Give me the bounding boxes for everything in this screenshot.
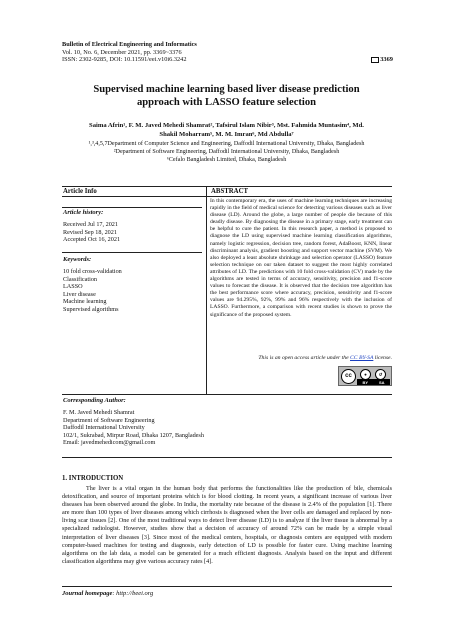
keyword-item: 10 fold cross-validation [63,268,122,275]
page-number [371,56,393,63]
rule-article-info [62,207,202,208]
open-access-note [210,355,392,361]
journal-issn: ISSN: 2302-9285, DOI: 10.11591/eei.v10i6.3242 [62,56,187,64]
page-box-icon [371,57,379,63]
license-link[interactable]: CC BY-SA [350,355,374,361]
keyword-list [63,268,122,314]
homepage-url[interactable]: : http://beei.org [112,590,154,597]
history-received: Received Jul 17, 2021 [63,221,118,228]
title-line-1: Supervised machine learning based liver disease prediction [93,84,360,95]
keyword-item: LASSO [63,283,83,291]
corresponding-email[interactable]: Email: javedmehedicom@gmail.com [63,439,156,447]
introduction-heading: 1. INTRODUCTION [62,475,124,482]
cc-by-label: BY [362,379,369,385]
journal-header [62,41,197,64]
cc-license-badge[interactable] [338,366,392,386]
author-line-1: Saima Afrin¹, F. M. Javed Mehedi Shamrat², Tafsirul Islam Nibir³, Mst. Fahmida Muntasim⁴, Md. [89,122,364,129]
rule-header [62,196,392,197]
author-list [44,122,409,140]
title-line-2: approach with LASSO feature selection [136,97,317,109]
corresponding-dept: Department of Software Engineering [63,416,155,424]
corresponding-heading: Corresponding Author: [63,397,126,404]
rule-after-abstract [62,394,392,395]
author-line-2: Shakil Moharram⁵, M. M. Imran⁶, Md Abdulla⁷ [159,130,294,138]
keyword-item: Classification [63,275,98,283]
rule-after-corresponding [62,457,392,458]
corresponding-address: 102/1, Sukrabad, Mirpur Road, Dhaka 1207, Bangladesh [63,431,204,439]
abstract-text: In this contemporary era, the uses of machine learning techniques are increasing rapidly in the field of medical science for detecting various diseases such as liver disease (LD). Around the globe, a large number of people die because of this deadly disease. By diagnosing the disease in a primary stage, early treatment can be helpful to cure the patient. In this research paper, a method is proposed to diagnose the LD using supervised machine learning classification algorithms, namely logistic regression, decision tree, random forest, AdaBoost, KNN, linear discriminant analysis, gradient boosting and support vector machine (SVM). We also deployed a least absolute shrinkage and selection operator (LASSO) feature selection technique on our taken dataset to suggest the most highly correlated attributes of LD. The predictions with 10 fold cross-validation (CV) made by the algorithms are tested in terms of accuracy, sensitivity, precision and f1-score values to forecast the disease. It is observed that the decision tree algorithm has the best performance score where accuracy, precision, sensitivity and f1-score values are 94.295%, 92%, 99% and 96% respectively with the inclusion of LASSO. Furthermore, a comparison with recent studies is shown to prove the significance of the proposed system. [210,198,392,318]
history-revised: Revised Sep 18, 2021 [63,228,117,236]
rule-footer [62,586,392,587]
introduction-text: The liver is a vital organ in the human body that performs the functionalities like the production of bile, chemicals detoxification, and source of important proteins which is for blood clotting. In recent years, a significant increase of various liver diseases has been observed around the globe. In India, the mortality rate because of the disease is 2.4% of the population [1]. There are more than 100 types of liver diseases among which cirrhosis is diagnosed when the liver cells are damaged and replaced by non-living scar tissues [2]. One of the most traditional ways to detect liver disease (LD) is to analyze if the liver tissue is abnormal by a specialized radiologist. However, studies show that a decision of accuracy of around 72% can be made by a simple visual interpretation of liver diseases [3]. Since most of the medical centers, hospitals, or diagnosis centers are equipped with modern computer-based machines for testing and diagnosis, early detection of LD is possible for faster cure. Using machine learning algorithms on the lab data, a model can be generated for a much efficient diagnosis. Analysis based on the input and different classification algorithms may give various accuracy rates [4]. [62,486,392,565]
affiliation-1: ¹,³,4,5,7Department of Computer Science and Engineering, Daffodil International University, Dhaka, Bangladesh [88,141,365,147]
cc-sa-label: SA [378,379,385,385]
homepage-label: Journal homepage [62,590,113,597]
article-info-heading: Article Info [63,188,97,195]
corresponding-university: Daffodil International University [63,424,145,432]
cc-badge-label [357,379,390,385]
page-number-text: 3369 [380,56,393,63]
history-list [63,221,120,244]
by-person-icon: ● [360,369,371,380]
rule-top [62,186,392,187]
history-accepted: Accepted Oct 16, 2021 [63,236,121,244]
history-heading: Article history: [63,209,104,216]
affiliations [44,141,409,164]
keyword-item: Supervised algorithms [63,305,119,313]
share-alike-icon: ↺ [375,369,386,380]
rule-column-divider [206,186,207,394]
keyword-item: Liver disease [63,290,96,298]
keywords-heading: Keywords: [63,256,92,263]
affiliation-3: ⁶Cefalo Bangladesh Limited, Dhaka, Bangladesh [166,156,287,163]
rule-keywords [62,252,202,253]
abstract-heading: ABSTRACT [211,188,249,195]
corresponding-details [63,409,204,447]
corresponding-name: F. M. Javed Mehedi Shamrat [63,409,135,416]
affiliation-2: ²Department of Software Engineering, Daffodil International University, Dhaka, Bangladesh [113,148,340,155]
journal-homepage [62,590,153,597]
keyword-item: Machine learning [63,298,107,306]
open-access-prefix: This is an open access article under the [258,355,351,361]
journal-volume: Vol. 10, No. 6, December 2021, pp. 3369~3376 [62,48,182,56]
open-access-suffix: license. [373,355,392,361]
paper-title [50,83,403,109]
journal-name: Bulletin of Electrical Engineering and Informatics [62,41,197,48]
cc-icon: cc [341,369,356,384]
